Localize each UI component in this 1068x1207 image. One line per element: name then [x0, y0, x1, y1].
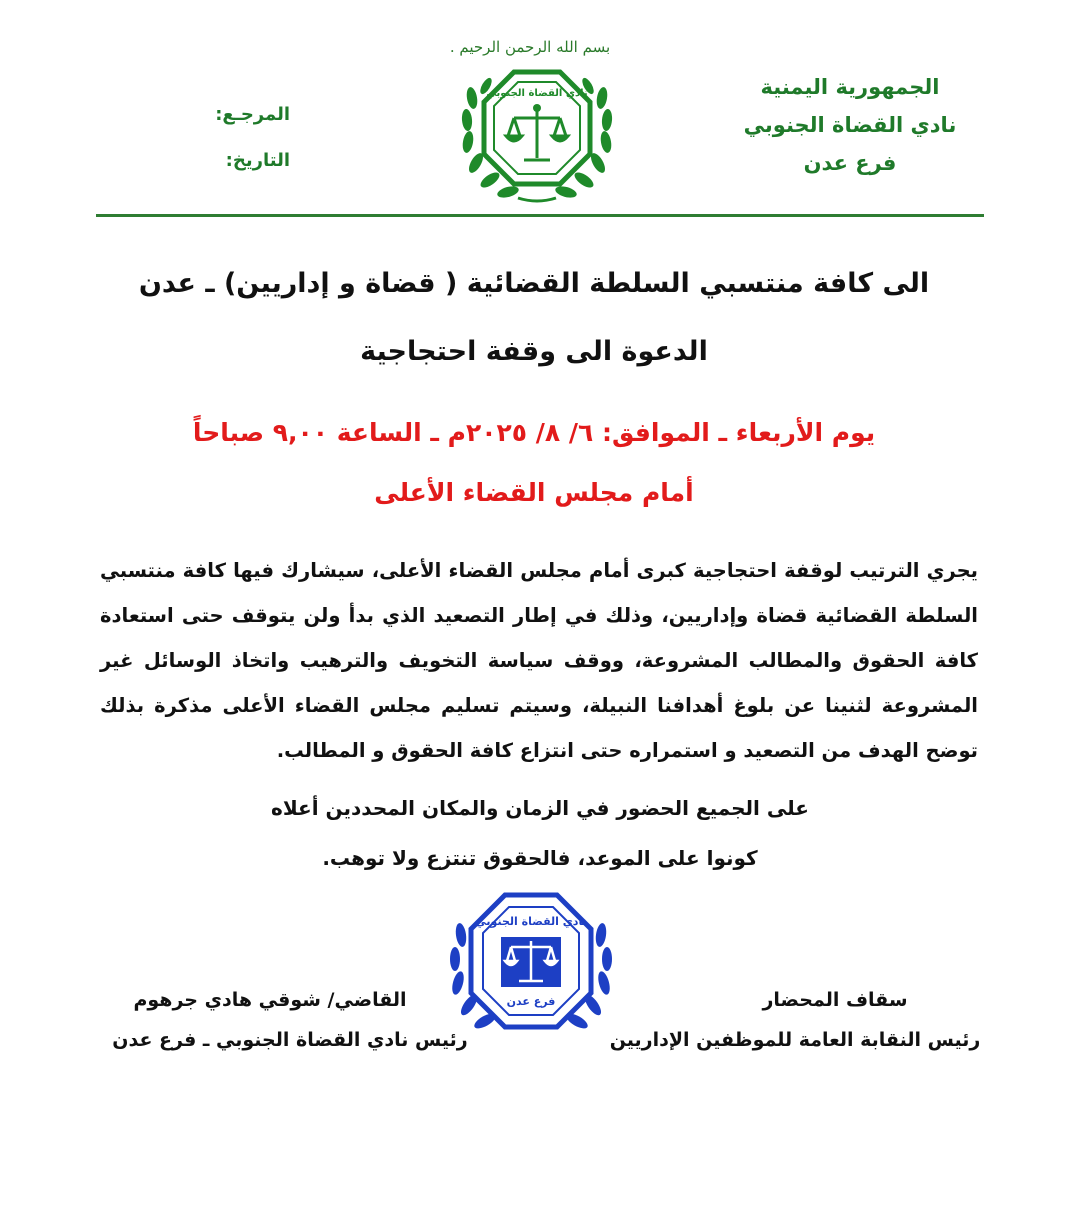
subject-title: الدعوة الى وقفة احتجاجية: [360, 336, 708, 367]
stamp-top-text: نادي القضاة الجنوبي: [475, 915, 587, 928]
recipients-title: الى كافة منتسبي السلطة القضائية ( قضاة و إداريين) ـ عدن: [138, 268, 930, 299]
event-location: أمام مجلس القضاء الأعلى: [374, 478, 694, 507]
reference-label: المرجـع:: [215, 104, 290, 125]
signatory-title-left: رئيس نادي القضاة الجنوبي ـ فرع عدن: [112, 1029, 468, 1051]
club-logo-caption: نادي القضاة الجنوبي: [486, 88, 588, 99]
signatory-title-right: رئيس النقابة العامة للموظفين الإداريين: [609, 1029, 981, 1051]
closing-line-2: كونوا على الموعد، فالحقوق تنتزع ولا توهب.: [322, 846, 758, 870]
branch-name: فرع عدن: [803, 151, 897, 175]
letterhead-organization: [720, 68, 980, 182]
signature-block-right: [600, 980, 990, 1060]
event-date-time: يوم الأربعاء ـ الموافق: ٦/ ٨/ ٢٠٢٥م ـ الساعة ٩,٠٠ صباحاً: [192, 418, 876, 447]
stamp-bottom-text: فرع عدن: [506, 995, 556, 1008]
closing-line-1: على الجميع الحضور في الزمان والمكان المحددين أعلاه: [271, 796, 809, 820]
letterhead-reference: [180, 92, 290, 184]
signatory-name-left: القاضي/ شوقي هادي جرهوم: [133, 989, 407, 1011]
country-name: الجمهورية اليمنية: [760, 75, 940, 99]
basmala: بسم الله الرحمن الرحيم .: [449, 38, 611, 56]
date-label: التاريخ:: [225, 150, 290, 171]
signature-block-left: [100, 980, 480, 1060]
organization-name: نادي القضاة الجنوبي: [743, 113, 957, 137]
header-divider: [96, 214, 984, 217]
club-logo-icon: [458, 58, 616, 208]
body-paragraph: يجري الترتيب لوقفة احتجاجية كبرى أمام مجلس القضاء الأعلى، سيشارك فيها كافة منتسبي السلطة القضائية قضاة وإداريين، وذلك في إطار التصعيد الذي بدأ ولن يتوقف حتى استعادة كافة الحقوق والمطالب المشروعة، ووقف سياسة التخويف والترهيب واتخاذ الوسائل غير المشروعة لثنينا عن بلوغ أهدافنا النبيلة، وسيتم تسليم مجلس القضاء الأعلى مذكرة بذلك توضح الهدف من التصعيد و استمراره حتى انتزاع كافة الحقوق و المطالب.: [100, 559, 978, 762]
signatory-name-right: سقاف المحضار: [762, 989, 908, 1011]
